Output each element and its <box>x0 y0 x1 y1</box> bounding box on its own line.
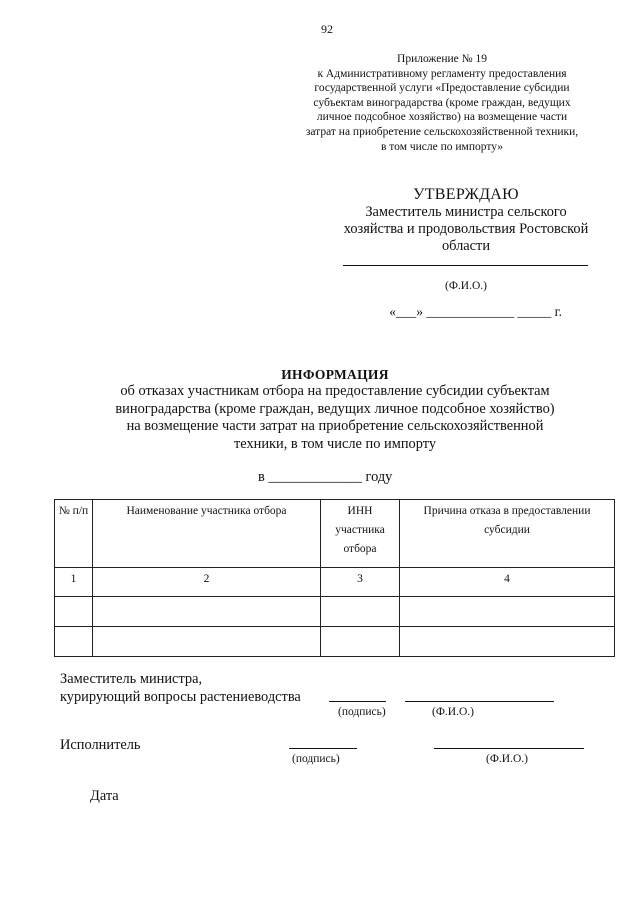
deputy-signature-line <box>329 701 386 702</box>
approval-fio-label: (Ф.И.О.) <box>445 280 487 293</box>
table-header-cell: № п/п <box>55 500 93 568</box>
table-number-cell: 1 <box>55 568 93 597</box>
executor-label: Исполнитель <box>60 737 141 753</box>
appendix-line: государственной услуги «Предоставление субсидии <box>314 82 570 95</box>
table-row <box>55 597 615 627</box>
info-line: на возмещение части затрат на приобретение сельскохозяйственной <box>126 418 544 435</box>
table-number-row <box>55 568 615 597</box>
deputy-title-line: курирующий вопросы растениеводства <box>60 689 301 705</box>
approval-position-line: Заместитель министра сельского <box>365 204 567 220</box>
table-row <box>55 627 615 657</box>
executor-fio-line <box>434 748 584 749</box>
approval-signature-line <box>343 265 588 266</box>
table-cell[interactable] <box>321 627 400 657</box>
approval-date-line: «___» _____________ _____ г. <box>389 304 562 320</box>
table-number-cell: 2 <box>93 568 321 597</box>
approval-position-line: хозяйства и продовольствия Ростовской <box>343 220 589 237</box>
table-number-cell: 3 <box>321 568 400 597</box>
info-heading: ИНФОРМАЦИЯ <box>281 367 389 382</box>
table-cell[interactable] <box>93 597 321 627</box>
table-cell[interactable] <box>93 627 321 657</box>
appendix-line: Приложение № 19 <box>397 53 487 65</box>
deputy-fio-caption: (Ф.И.О.) <box>432 706 474 718</box>
info-line: виноградарства (кроме граждан, ведущих личное подсобное хозяйство) <box>115 400 555 417</box>
table-header-cell: ИНН участника отбора <box>321 500 400 568</box>
appendix-line: личное подсобное хозяйство) на возмещение части <box>316 111 568 124</box>
approval-position-line: области <box>441 237 491 254</box>
page-number: 92 <box>321 22 333 36</box>
table-cell[interactable] <box>321 597 400 627</box>
refusal-table <box>54 499 615 657</box>
appendix-line: к Административному регламенту предоставления <box>317 67 567 80</box>
date-label: Дата <box>90 788 119 804</box>
table-cell[interactable] <box>55 627 93 657</box>
executor-signature-line <box>289 748 357 749</box>
table-number-cell: 4 <box>400 568 615 597</box>
approval-title: УТВЕРЖДАЮ <box>413 186 519 203</box>
info-line: техники, в том числе по импорту <box>233 435 437 452</box>
table-header-cell: Причина отказа в предоставлении субсидии <box>400 500 615 568</box>
table-header-cell: Наименование участника отбора <box>93 500 321 568</box>
executor-signature-caption: (подпись) <box>292 753 340 765</box>
appendix-line: субъектам виноградарства (кроме граждан, ведущих <box>313 96 571 109</box>
table-cell[interactable] <box>400 627 615 657</box>
deputy-signature-caption: (подпись) <box>338 706 386 718</box>
appendix-line: затрат на приобретение сельскохозяйственной техники, <box>305 125 579 138</box>
table-cell[interactable] <box>400 597 615 627</box>
approval-block <box>334 186 598 320</box>
appendix-note <box>283 52 601 154</box>
info-line: об отказах участникам отбора на предоставление субсидии субъектам <box>120 383 550 400</box>
deputy-title-line: Заместитель министра, <box>60 671 203 687</box>
table-cell[interactable] <box>55 597 93 627</box>
info-block <box>100 366 570 453</box>
deputy-fio-line <box>405 701 554 702</box>
table-header-row <box>55 500 615 568</box>
report-year-line: в _____________ году <box>258 469 393 485</box>
executor-fio-caption: (Ф.И.О.) <box>486 753 528 765</box>
appendix-line: в том числе по импорту» <box>381 140 503 153</box>
